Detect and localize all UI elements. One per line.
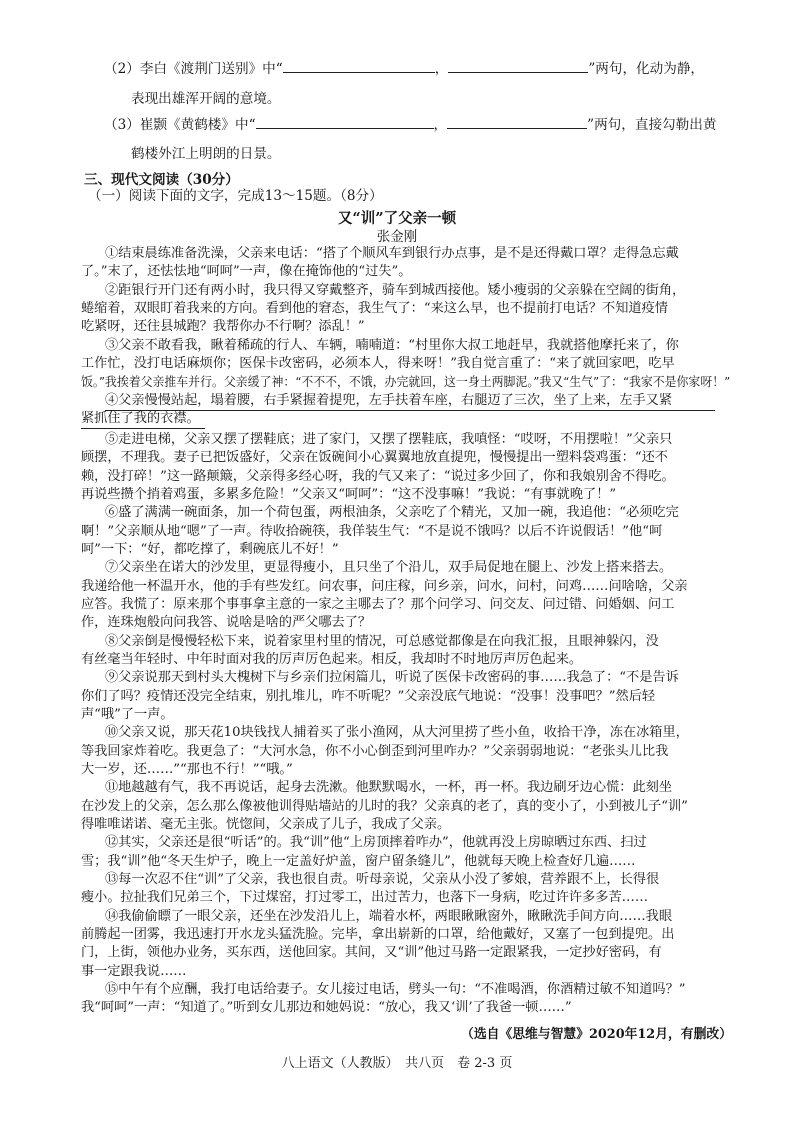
answer-blank[interactable] xyxy=(283,58,435,73)
page-footer: 八上语文（人教版） 共八页 卷 2-3 页 xyxy=(281,1056,513,1071)
paragraph-line: 作，连珠炮般向问我答、说啥是啥的严父哪去了？ xyxy=(81,615,372,630)
q3-comma: ， xyxy=(433,117,448,133)
section-subheading: （一）阅读下面的文字，完成13～15题。（8分） xyxy=(88,188,383,204)
answer-blank[interactable] xyxy=(256,114,434,129)
paragraph-line: ⑨父亲说那天到村头大槐树下与乡亲们拉闲篇儿，听说了医保卡改密码的事……我急了：“不是告诉 xyxy=(105,670,679,685)
paragraph-line: ⑪地越越有气，我不再说话，起身去洗漱。他默默喝水，一杯，再一杯。我边刷牙边心慌：此刻坐 xyxy=(105,780,673,795)
question-2-cont: 表现出雄浑开阔的意境。 xyxy=(131,91,281,107)
paragraph-line: 啊！”父亲顺从地“嗯”了一声。待收拾碗筷，我佯装生气：“不是说不饿吗？以后不许说假话！”他“呵 xyxy=(81,524,663,539)
paragraph-line: 你们了吗？疫情还没完全结束，别扎堆儿，咋不听呢？”父亲没底气地说：“没事！没事吧？”然后轻 xyxy=(81,689,656,704)
q2-comma: ， xyxy=(434,61,449,77)
paragraph-line: ①结束晨练准备洗澡，父亲来电话：“搭了个顺风车到银行办点事，是不是还得戴口罩？走得急忘戴 xyxy=(105,246,679,261)
paragraph-line: 瘦小。拉扯我们兄弟三个，下过煤窑，打过零工，出过苦力，也落下一身病，吃过许许多多苦…… xyxy=(81,890,649,905)
paragraph-line: ②距银行开门还有两小时，我只得又穿戴整齐，骑车到城西接他。矮小瘦弱的父亲躲在空阔的街角， xyxy=(105,283,686,298)
article-title: 又“训”了父亲一顿 xyxy=(337,210,457,227)
paragraph-line: ⑫其实，父亲还是很“听话”的。我“训”他“上房顶摔着咋办”，他就再没上房晾晒过东西、扫过 xyxy=(105,835,647,850)
paragraph-line: 顾摆，不理我。妻子已把饭盛好，父亲在饭碗间小心翼翼地放直提兜，慢慢提出一塑料袋鸡蛋：“还不 xyxy=(81,450,668,465)
underlined-line: 紧抓住了我的衣襟。 xyxy=(81,411,200,426)
paragraph-line: ⑥盛了满满一碗面条，加一个荷包蛋，两根油条，父亲吃了个精光，又加一碗，我追他：“必须吃完 xyxy=(105,505,679,520)
paragraph-line: ⑭我偷偷瞟了一眼父亲，还坐在沙发沿儿上，端着水杯，两眼瞅瞅窗外，瞅瞅洗手间方向……我眼 xyxy=(105,909,673,924)
paragraph-line: 声“哦”了一声。 xyxy=(81,707,174,722)
q3-suffix: ”两句，直接勾勒出黄 xyxy=(587,117,717,133)
article-source: （选自《思维与智慧》2020年12月，有删改） xyxy=(461,1027,732,1042)
paragraph-line: 应答。我慌了：原来那个事事拿主意的一家之主哪去了？那个问学习、问交友、问过错、问婚姻、问工 xyxy=(81,597,675,612)
paragraph-line: ⑬每一次忍不住“训”了父亲，我也很自责。听母亲说，父亲从小没了爹娘，营养跟不上，长得很 xyxy=(105,872,660,887)
paragraph-line: 再说些攒个捎着鸡蛋，多累多危险！”父亲又“呵呵”：“这不没事嘛！”我说：“有事就晚了！” xyxy=(81,487,617,502)
question-3 xyxy=(104,114,716,135)
paragraph-line: 在沙发上的父亲，怎么那么像被他训得贴墙站的儿时的我？父亲真的老了，真的变小了，小到被儿子“训” xyxy=(81,799,688,814)
paragraph-line: ⑤走进电梯，父亲又摆了摆鞋底；进了家门，又摆了摆鞋底，我嗔怪：“哎呀，不用摆啦！”父亲只 xyxy=(105,432,673,447)
q2-suffix: ”两句，化动为静， xyxy=(588,61,705,77)
paragraph-line: ⑦父亲坐在诺大的沙发里，更显得瘦小，且只坐了个沿儿，双手局促地在腿上、沙发上搭来搭去。 xyxy=(105,560,673,575)
paragraph-line: ⑮中午有个应酬，我打电话给妻子。女儿接过电话，劈头一句：“不准喝酒，你酒精过敏不知道吗？” xyxy=(105,982,686,997)
paragraph-line: ⑧父亲倒是慢慢轻松下来，说着家里村里的情况，可总感觉都像是在向我汇报，且眼神躲闪，没 xyxy=(105,634,659,649)
paragraph-line: 我“呵呵”一声：“知道了。”听到女儿那边和她妈说：“放心，我又‘训’了我爸一顿……” xyxy=(81,1000,572,1015)
paragraph-line: ⑩父亲又说，那天花10块钱找人捕着买了张小渔网，从大河里捞了些小鱼，收拾干净，冻在冰箱里， xyxy=(105,725,689,740)
answer-blank[interactable] xyxy=(447,114,587,129)
paragraph-line: 前腾起一团雾，我迅速打开水龙头猛洗脸。完毕，拿出崭新的口罩，给他戴好，又塞了一包到提兜。出 xyxy=(81,927,675,942)
paragraph-line: 饭。”我挨着父亲推车并行。父亲缓了神：“不不不，不饿，办完就回，这一身土两脚泥。”我又“生气”了：“我家不是你家呀！” xyxy=(81,374,731,389)
q3-prefix: （3）崔颢《黄鹤楼》中“ xyxy=(104,117,256,133)
paragraph-line: 呵”一下：“好，都吃撑了，剩碗底儿不好！” xyxy=(81,542,339,557)
paragraph-line: 我递给他一杯温开水，他的手有些发红。问农事，问庄稼，问乡亲，问水，问村，问鸡……问啥啥，父亲 xyxy=(81,579,688,594)
paragraph-line: 雪；我“训”他“冬天生炉子，晚上一定盖好炉盖，窗户留条缝儿”，他就每天晚上检查好几遍…… xyxy=(81,854,636,869)
underlined-line: ④父亲慢慢站起，塌着腰，右手紧握着提兜，左手扶着车座，右腿迈了三次，坐了上来，左手又紧 xyxy=(105,393,673,408)
question-3-cont: 鹤楼外江上明朗的日景。 xyxy=(131,146,281,162)
paragraph-line: 了。”末了，还怯怯地“呵呵”一声，像在掩饰他的“过失”。 xyxy=(81,264,412,279)
paragraph-line: 门，上街，领他办业务，买东西，送他回家。其间，又“训”他过马路一定跟紧我，一定抄好密码，有 xyxy=(81,945,662,960)
paragraph-line: 蜷缩着，双眼盯着我来的方向。看到他的窘态，我生气了：“来这么早，也不提前打电话？不知道疫情 xyxy=(81,301,668,316)
q2-prefix: （2）李白《渡荆门送别》中“ xyxy=(104,61,283,77)
question-2 xyxy=(104,58,704,79)
paragraph-line: 有丝毫当年轻时、中年时面对我的厉声厉色起来。相反，我却时不时地厉声厉色起来。 xyxy=(81,652,583,667)
paragraph-line: 大一岁，还……”“那也不行！”“哦。” xyxy=(81,762,293,777)
paragraph-line: 工作忙，没打电话麻烦你；医保卡改密码，必须本人，得来呀！”我自觉言重了：“来了就回家吧，吃早 xyxy=(81,356,675,371)
paragraph-line: 吃紧呀，还往县城跑？我帮你办不行啊？添乱！” xyxy=(81,319,365,334)
paragraph-line: 等我回家炸着吃。我更急了：“大河水急，你不小心倒歪到河里咋办？”父亲弱弱地说：“老张头儿比我 xyxy=(81,744,669,759)
paragraph-line: 事一定跟我说…… xyxy=(81,964,187,979)
paragraph-line: 赖，没打碎！”这一路颠簸，父亲得多经心呀，我的气又来了：“说过多少回了，你和我娘别舍不得吃。 xyxy=(81,469,675,484)
section-heading: 三、现代文阅读（30分） xyxy=(84,172,239,188)
answer-blank[interactable] xyxy=(448,58,588,73)
paragraph-line: 得唯唯诺诺、毫无主张。恍惚间，父亲成了儿子，我成了父亲。 xyxy=(81,817,451,832)
paragraph-line: ③父亲不敢看我，瞅着稀疏的行人、车辆，喃喃道：“村里你大叔工地赶早，我就搭他摩托来了，你 xyxy=(105,338,679,353)
underline xyxy=(81,428,205,429)
article-author: 张金刚 xyxy=(376,229,418,245)
